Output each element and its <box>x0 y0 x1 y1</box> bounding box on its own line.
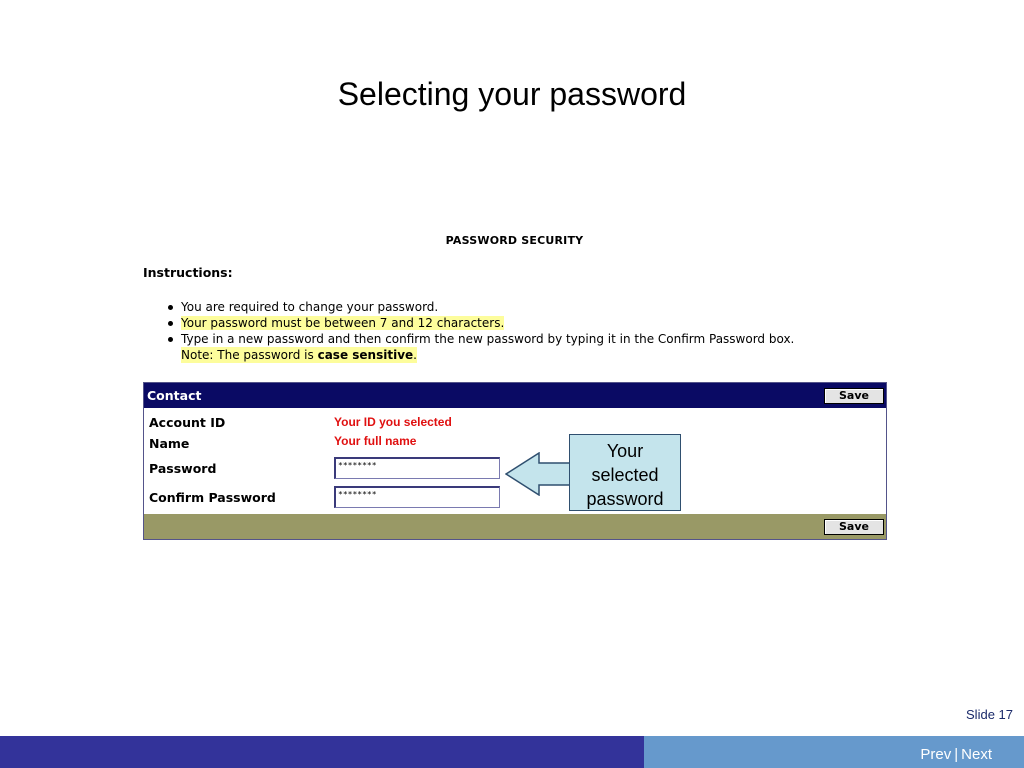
selected-password-callout <box>569 434 681 511</box>
password-input[interactable]: ******** <box>334 457 500 479</box>
note-prefix: Note: The password is <box>181 348 318 362</box>
account-id-value: Your ID you selected <box>334 415 452 429</box>
confirm-password-input[interactable]: ******** <box>334 486 500 508</box>
instructions-list <box>143 299 794 363</box>
callout-line: selected <box>591 465 659 485</box>
instruction-text: You are required to change your password. <box>181 300 439 314</box>
left-arrow-icon <box>505 452 571 496</box>
bullet-icon <box>168 321 173 326</box>
callout-line: Your <box>606 441 644 461</box>
instruction-item <box>143 315 794 331</box>
contact-header <box>144 383 886 408</box>
next-link[interactable]: Next <box>961 746 992 763</box>
note-emphasis: case sensitive <box>317 348 414 362</box>
account-id-label: Account ID <box>149 415 226 430</box>
bullet-icon <box>168 337 173 342</box>
contact-footer <box>144 514 886 539</box>
slide-number: Slide 17 <box>966 707 1013 722</box>
name-label: Name <box>149 436 190 451</box>
password-security-heading: PASSWORD SECURITY <box>445 234 584 247</box>
case-sensitive-note <box>181 347 417 363</box>
password-label: Password <box>149 461 217 476</box>
footer-bar-left <box>0 736 644 768</box>
save-button-bottom[interactable]: Save <box>824 519 884 535</box>
slide-title: Selecting your password <box>337 76 687 112</box>
contact-header-label: Contact <box>147 388 202 403</box>
instruction-text: Type in a new password and then confirm the new password by typing it in the Confirm Password box. <box>181 332 795 346</box>
instruction-item <box>143 299 794 315</box>
slide-navigation <box>920 746 992 763</box>
instructions-label: Instructions: <box>143 265 233 280</box>
bullet-icon <box>168 305 173 310</box>
nav-separator: | <box>954 746 959 763</box>
callout-line: password <box>586 489 664 509</box>
name-value: Your full name <box>334 434 417 448</box>
instruction-text-highlighted: Your password must be between 7 and 12 characters. <box>181 316 505 330</box>
prev-link[interactable]: Prev <box>920 746 952 763</box>
instruction-item <box>143 331 794 363</box>
note-suffix: . <box>413 348 417 362</box>
save-button-top[interactable]: Save <box>824 388 884 404</box>
confirm-password-label: Confirm Password <box>149 490 276 505</box>
